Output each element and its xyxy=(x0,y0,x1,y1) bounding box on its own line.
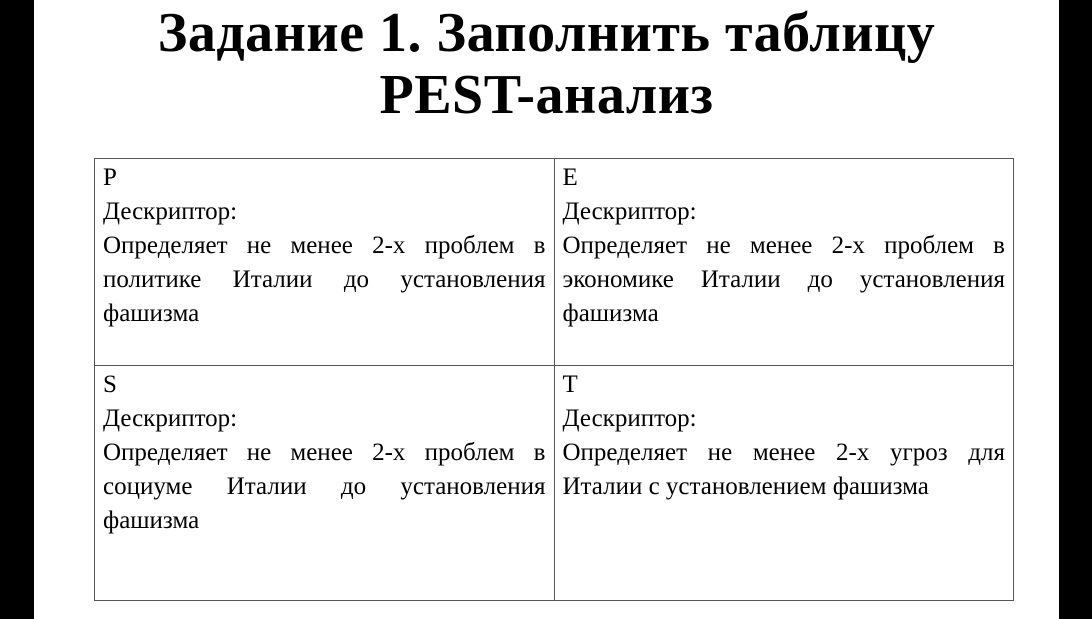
cell-letter: T xyxy=(562,371,578,398)
cell-p xyxy=(95,159,555,366)
descriptor-text: Определяет не менее 2-х проблем в социуме Италии до установления фашизма xyxy=(103,439,546,534)
cell-s xyxy=(95,366,555,601)
descriptor-text: Определяет не менее 2-х проблем в экономике Италии до установления фашизма xyxy=(562,232,1005,327)
title-line-2: PEST-анализ xyxy=(379,64,714,126)
descriptor-text: Определяет не менее 2-х угроз для Италии с установлением фашизма xyxy=(562,439,1005,500)
pest-table xyxy=(94,158,1014,601)
descriptor-label: Дескриптор: xyxy=(103,198,238,225)
cell-t xyxy=(554,366,1014,601)
descriptor-label: Дескриптор: xyxy=(103,405,238,432)
descriptor-label: Дескриптор: xyxy=(562,198,697,225)
descriptor-text: Определяет не менее 2-х проблем в политике Италии до установления фашизма xyxy=(103,232,546,327)
title-line-1: Задание 1. Заполнить таблицу xyxy=(157,2,936,64)
cell-e xyxy=(554,159,1014,366)
descriptor-label: Дескриптор: xyxy=(562,405,697,432)
slide-title xyxy=(34,2,1059,126)
slide xyxy=(34,0,1059,619)
cell-letter: S xyxy=(103,371,117,398)
table-row xyxy=(95,159,1014,366)
table-row xyxy=(95,366,1014,601)
cell-letter: E xyxy=(562,164,578,191)
cell-letter: P xyxy=(103,164,117,191)
